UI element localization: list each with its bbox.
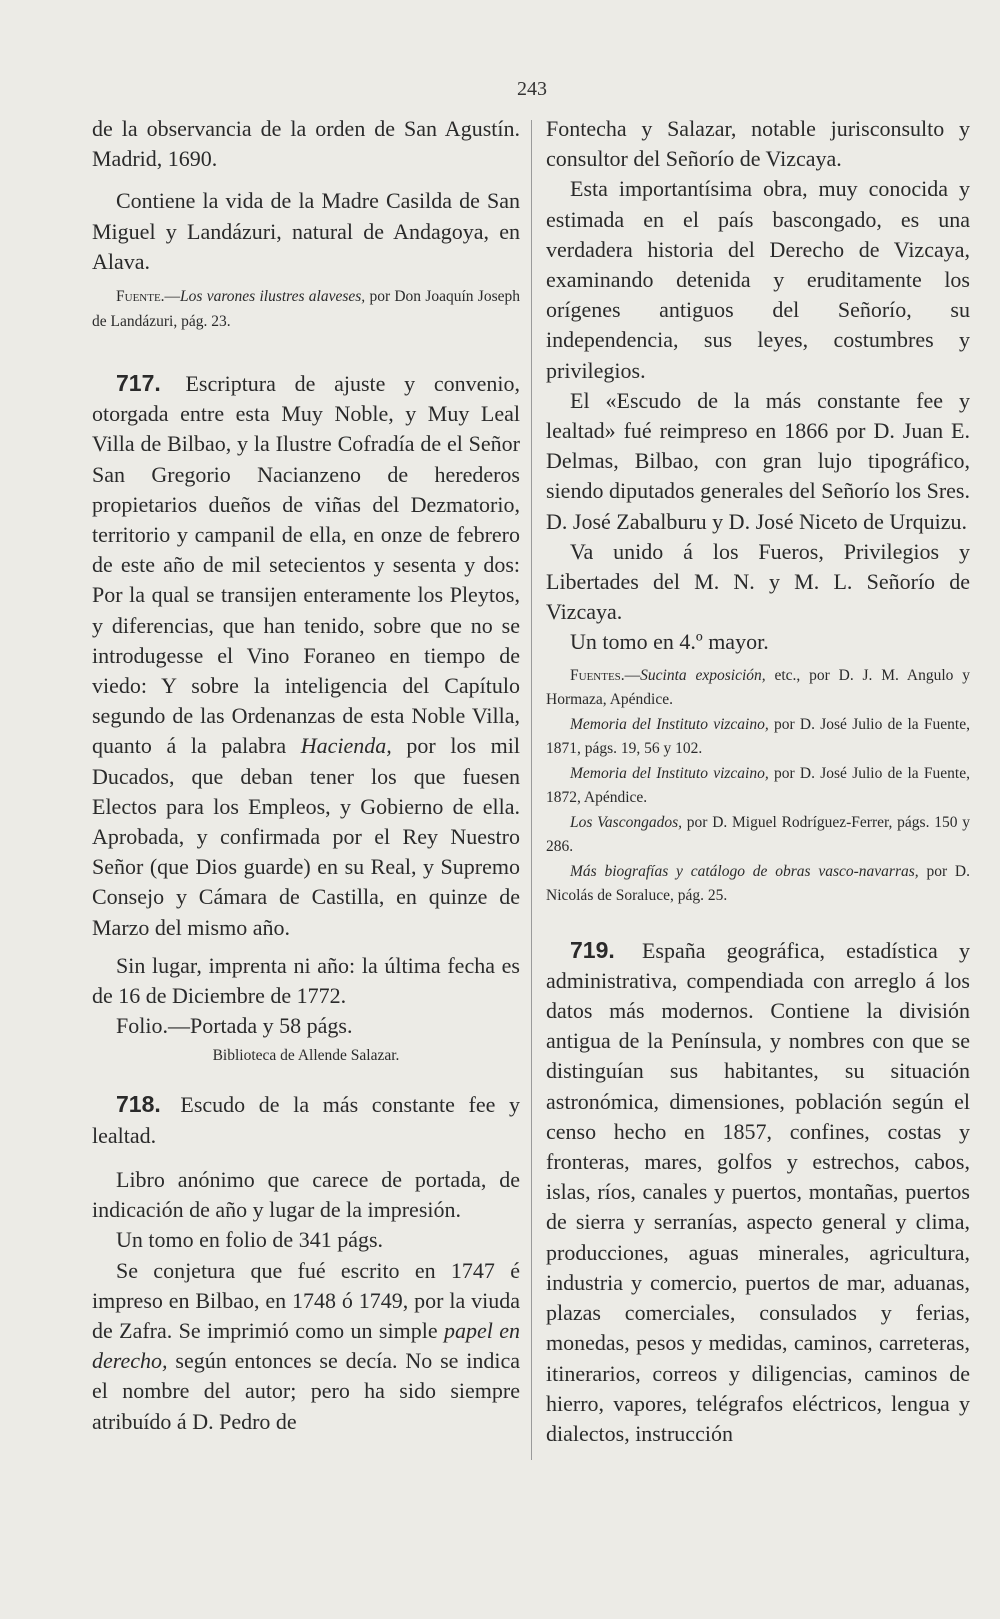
left-paragraph-1: de la observancia de la orden de San Agustín. Madrid, 1690.: [92, 116, 520, 172]
source-1: [546, 664, 970, 713]
right-paragraph-2: Esta importantísima obra, muy conocida y estimada en el país bascongado, es una verdadera historia del Derecho de Vizcaya, examinando detenida y eruditamente los orígenes antiguos del Señorío, su independencia, sus leyes, costumbres y privilegios.: [546, 176, 970, 383]
source-2-rest: por D. José Julio de la Fuente, 1871, págs. 19, 56 y 102.: [546, 715, 970, 758]
right-paragraph-4: Va unido á los Fueros, Privilegios y Libertades del M. N. y M. L. Señorío de Vizcaya.: [546, 538, 970, 625]
source-5-title: Más biografías y catálogo de obras vasco-navarras,: [570, 862, 919, 880]
entry-717-italic: Hacienda,: [300, 733, 392, 759]
source-title: Los varones ilustres alaveses,: [180, 288, 366, 306]
left-source-note: [92, 285, 520, 334]
source-1-rest: etc., por D. J. M. Angulo y Hormaza, Apéndice.: [546, 666, 970, 709]
source-1-title: Sucinta exposición,: [640, 666, 766, 684]
source-2-title: Memoria del Instituto vizcaino,: [570, 715, 769, 733]
source-4-rest: por D. Miguel Rodríguez-Ferrer, págs. 150 y 286.: [546, 813, 970, 856]
source-2: [546, 713, 970, 762]
left-paragraph-format: Folio.—Portada y 58 págs.: [116, 1013, 353, 1039]
entry-719-number: 719.: [570, 936, 615, 963]
left-paragraph-anon: Libro anónimo que carece de portada, de indicación de año y lugar de la impresión.: [92, 1166, 520, 1223]
entry-717-rest: por los mil Ducados, que deban tener los que fuesen Electos para los Empleos, y Gobierno de ella. Aprobada, y confirmada por el Rey Nuestro Señor (que Dios guarde) en su Real, y Supremo Consejo y Cámara de Castilla, en quinze de Marzo del mismo año.: [92, 733, 520, 940]
entry-717-text: Escriptura de ajuste y convenio, otorgada entre esta Muy Noble, y Muy Leal Villa de Bilbao, y la Ilustre Cofradía de el Señor San Gregorio Nacianzeno de herederos propietarios dueños de viñas del Dezmatorio, territorio y campanil de ella, en onze de febrero de este año de mil setecientos y sesenta y dos: Por la qual se transijen enteramente los Pleytos, y diferencias, que han tenido, sobre que no se introdugesse el Vino Foraneo en tiempo de viedo: Y sobre la inteligencia del Capítulo segundo de las Ordenanzas de esta Noble Villa, quanto á la palabra: [92, 371, 520, 759]
entry-717: [92, 368, 520, 943]
right-column: [546, 114, 970, 1449]
entry-719-text: España geográfica, estadística y administrativa, compendiada con arreglo á los datos más modernos. Contiene la división antigua de la Península, y nombres con que se distinguían sus habitantes, su situación astronómica, dimensiones, población según el censo hecho en 1857, confines, costas y fronteras, mares, golfos y estrechos, cabos, islas, ríos, canales y puertos, montañas, puertos de sierra y serranías, aspecto general y clima, producciones, aguas minerales, agricultura, industria y comercio, puertos de mar, aduanas, plazas comerciales, consulados y ferias, monedas, pesos y medidas, caminos, carreteras, itinerarios, correos y diligencias, caminos de hierro, vapores, telégrafos eléctricos, lengua y dialectos, instrucción: [546, 937, 970, 1446]
entry-718: [92, 1089, 520, 1150]
left-paragraph-imprint: Sin lugar, imprenta ni año: la última fecha es de 16 de Diciembre de 1772.: [92, 952, 520, 1009]
conjecture-rest: según entonces se decía. No se indica el nombre del autor; pero ha sido siempre atribuído á D. Pedro de: [92, 1348, 520, 1434]
right-paragraph-3: El «Escudo de la más constante fee y lealtad» fué reimpreso en 1866 por D. Juan E. Delmas, Bilbao, con gran lujo tipográfico, siendo diputados generales del Señorío los Sres. D. José Zabalburu y D. José Niceto de Urquizu.: [546, 387, 970, 534]
left-paragraph-conjecture: [92, 1256, 520, 1437]
library-note: Biblioteca de Allende Salazar.: [212, 1047, 400, 1065]
right-paragraph-5: Un tomo en 4.º mayor.: [570, 629, 769, 655]
column-divider: [531, 120, 532, 1460]
source-5-rest: por D. Nicolás de Soraluce, pág. 25.: [546, 862, 971, 905]
conjecture-text: Se conjetura que fué escrito en 1747 é impreso en Bilbao, en 1748 ó 1749, por la viuda de Zafra. Se imprimió como un simple: [92, 1257, 520, 1343]
left-column: [92, 114, 520, 1437]
entry-718-number: 718.: [116, 1091, 161, 1118]
source-label: Fuente.—: [116, 288, 181, 306]
entry-719: [546, 935, 970, 1449]
source-3-rest: por D. José Julio de la Fuente, 1872, Apéndice.: [546, 764, 970, 807]
conjecture-italic: papel en derecho,: [92, 1317, 520, 1374]
source-3: [546, 762, 970, 811]
page-number: 243: [517, 78, 547, 100]
sources-label: Fuentes.—: [570, 666, 641, 684]
entry-718-text: Escudo de la más constante fee y lealtad.: [92, 1092, 521, 1148]
entry-717-number: 717.: [116, 370, 161, 397]
left-paragraph-2: Contiene la vida de la Madre Casilda de San Miguel y Landázuri, natural de Andagoya, en Alava.: [92, 188, 520, 274]
source-rest: por Don Joaquín Joseph de Landázuri, pág. 23.: [92, 288, 520, 330]
right-paragraph-1: Fontecha y Salazar, notable jurisconsulto y consultor del Señorío de Vizcaya.: [546, 116, 970, 172]
source-5: [546, 860, 970, 909]
source-4: [546, 811, 970, 860]
source-3-title: Memoria del Instituto vizcaino,: [570, 764, 769, 782]
source-4-title: Los Vascongados,: [570, 813, 682, 831]
left-paragraph-tome: Un tomo en folio de 341 págs.: [116, 1227, 384, 1253]
